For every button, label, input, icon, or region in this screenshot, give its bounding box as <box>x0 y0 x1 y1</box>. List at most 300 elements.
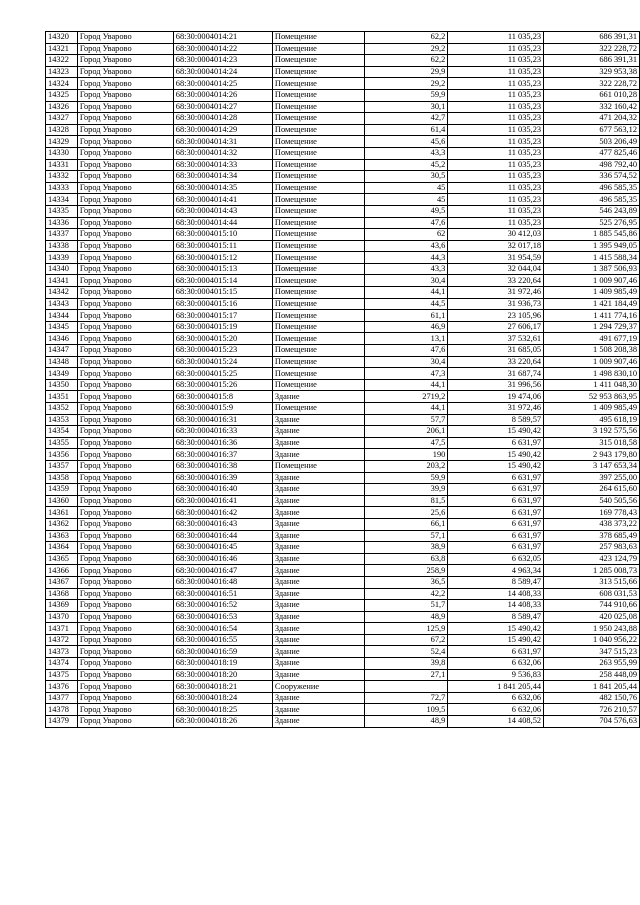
table-row <box>46 611 640 623</box>
cadastral-number-cell: 68:30:0004016:53 <box>173 611 272 623</box>
unit-value-cell: 11 035,23 <box>448 171 544 183</box>
unit-value-cell: 37 532,61 <box>448 333 544 345</box>
city-name-cell: Город Уварово <box>77 310 173 322</box>
cadastral-value-cell: 332 160,42 <box>544 101 640 113</box>
object-type-cell: Здание <box>272 611 364 623</box>
cadastral-value-cell: 1 950 243,88 <box>544 623 640 635</box>
city-name-cell: Город Уварово <box>77 704 173 716</box>
cadastral-value-cell: 726 210,57 <box>544 704 640 716</box>
table-row <box>46 565 640 577</box>
unit-value-cell: 31 954,59 <box>448 252 544 264</box>
row-number-cell: 14360 <box>46 495 78 507</box>
cadastral-value-cell: 420 025,08 <box>544 611 640 623</box>
row-number-cell: 14323 <box>46 66 78 78</box>
unit-value-cell: 14 408,33 <box>448 588 544 600</box>
table-row <box>46 460 640 472</box>
unit-value-cell: 15 490,42 <box>448 426 544 438</box>
cadastral-number-cell: 68:30:0004014:22 <box>173 43 272 55</box>
unit-value-cell: 14 408,52 <box>448 716 544 728</box>
city-name-cell: Город Уварово <box>77 124 173 136</box>
table-row <box>46 403 640 415</box>
unit-value-cell: 11 035,23 <box>448 205 544 217</box>
table-row <box>46 576 640 588</box>
cadastral-value-cell: 1 387 506,93 <box>544 263 640 275</box>
cadastral-number-cell: 68:30:0004014:24 <box>173 66 272 78</box>
city-name-cell: Город Уварово <box>77 414 173 426</box>
object-type-cell: Помещение <box>272 194 364 206</box>
cadastral-value-cell: 322 228,72 <box>544 78 640 90</box>
area-cell: 39,9 <box>364 484 448 496</box>
object-type-cell: Помещение <box>272 356 364 368</box>
cadastral-value-cell: 1 285 008,73 <box>544 565 640 577</box>
city-name-cell: Город Уварово <box>77 101 173 113</box>
area-cell: 29,2 <box>364 43 448 55</box>
city-name-cell: Город Уварово <box>77 89 173 101</box>
area-cell: 81,5 <box>364 495 448 507</box>
table-row <box>46 646 640 658</box>
unit-value-cell: 11 035,23 <box>448 159 544 171</box>
object-type-cell: Помещение <box>272 89 364 101</box>
cadastral-number-cell: 68:30:0004014:31 <box>173 136 272 148</box>
cadastral-number-cell: 68:30:0004018:25 <box>173 704 272 716</box>
cadastral-value-cell: 438 373,22 <box>544 518 640 530</box>
area-cell: 52,4 <box>364 646 448 658</box>
city-name-cell: Город Уварово <box>77 43 173 55</box>
cadastral-value-cell: 1 415 588,34 <box>544 252 640 264</box>
cadastral-number-cell: 68:30:0004015:16 <box>173 298 272 310</box>
cadastral-number-cell: 68:30:0004015:17 <box>173 310 272 322</box>
unit-value-cell: 11 035,23 <box>448 136 544 148</box>
object-type-cell: Помещение <box>272 263 364 275</box>
row-number-cell: 14373 <box>46 646 78 658</box>
city-name-cell: Город Уварово <box>77 240 173 252</box>
area-cell: 66,1 <box>364 518 448 530</box>
area-cell: 46,9 <box>364 321 448 333</box>
row-number-cell: 14359 <box>46 484 78 496</box>
unit-value-cell: 19 474,06 <box>448 391 544 403</box>
table-row <box>46 553 640 565</box>
area-cell: 109,5 <box>364 704 448 716</box>
row-number-cell: 14350 <box>46 379 78 391</box>
table-row <box>46 55 640 67</box>
object-type-cell: Здание <box>272 472 364 484</box>
table-row <box>46 321 640 333</box>
cadastral-number-cell: 68:30:0004014:21 <box>173 32 272 44</box>
cadastral-number-cell: 68:30:0004014:34 <box>173 171 272 183</box>
city-name-cell: Город Уварово <box>77 692 173 704</box>
city-name-cell: Город Уварово <box>77 194 173 206</box>
unit-value-cell: 6 631,97 <box>448 507 544 519</box>
row-number-cell: 14371 <box>46 623 78 635</box>
row-number-cell: 14321 <box>46 43 78 55</box>
city-name-cell: Город Уварово <box>77 449 173 461</box>
object-type-cell: Здание <box>272 704 364 716</box>
cadastral-number-cell: 68:30:0004014:32 <box>173 147 272 159</box>
unit-value-cell: 11 035,23 <box>448 217 544 229</box>
row-number-cell: 14341 <box>46 275 78 287</box>
area-cell: 29,2 <box>364 78 448 90</box>
cadastral-number-cell: 68:30:0004016:59 <box>173 646 272 658</box>
city-name-cell: Город Уварово <box>77 171 173 183</box>
table-row <box>46 623 640 635</box>
table-row <box>46 414 640 426</box>
unit-value-cell: 6 631,97 <box>448 542 544 554</box>
city-name-cell: Город Уварово <box>77 66 173 78</box>
table-row <box>46 600 640 612</box>
area-cell: 36,5 <box>364 576 448 588</box>
row-number-cell: 14351 <box>46 391 78 403</box>
cadastral-value-cell: 313 515,66 <box>544 576 640 588</box>
area-cell: 43,6 <box>364 240 448 252</box>
table-row <box>46 681 640 693</box>
city-name-cell: Город Уварово <box>77 391 173 403</box>
cadastral-number-cell: 68:30:0004016:54 <box>173 623 272 635</box>
row-number-cell: 14339 <box>46 252 78 264</box>
cadastral-number-cell: 68:30:0004015:20 <box>173 333 272 345</box>
table-row <box>46 704 640 716</box>
row-number-cell: 14353 <box>46 414 78 426</box>
row-number-cell: 14364 <box>46 542 78 554</box>
object-type-cell: Помещение <box>272 310 364 322</box>
city-name-cell: Город Уварово <box>77 681 173 693</box>
area-cell: 43,3 <box>364 263 448 275</box>
city-name-cell: Город Уварово <box>77 55 173 67</box>
object-type-cell: Помещение <box>272 43 364 55</box>
object-type-cell: Здание <box>272 542 364 554</box>
table-row <box>46 217 640 229</box>
object-type-cell: Помещение <box>272 101 364 113</box>
city-name-cell: Город Уварово <box>77 634 173 646</box>
unit-value-cell: 11 035,23 <box>448 78 544 90</box>
cadastral-value-cell: 263 955,99 <box>544 658 640 670</box>
area-cell: 44,3 <box>364 252 448 264</box>
city-name-cell: Город Уварово <box>77 484 173 496</box>
cadastral-number-cell: 68:30:0004015:12 <box>173 252 272 264</box>
object-type-cell: Здание <box>272 437 364 449</box>
cadastral-value-cell: 257 983,63 <box>544 542 640 554</box>
city-name-cell: Город Уварово <box>77 32 173 44</box>
unit-value-cell: 8 589,47 <box>448 576 544 588</box>
object-type-cell: Помещение <box>272 368 364 380</box>
cadastral-value-cell: 169 778,43 <box>544 507 640 519</box>
cadastral-number-cell: 68:30:0004014:25 <box>173 78 272 90</box>
city-name-cell: Город Уварово <box>77 321 173 333</box>
unit-value-cell: 6 631,97 <box>448 437 544 449</box>
area-cell: 38,9 <box>364 542 448 554</box>
object-type-cell: Помещение <box>272 182 364 194</box>
row-number-cell: 14328 <box>46 124 78 136</box>
table-row <box>46 391 640 403</box>
area-cell: 49,5 <box>364 205 448 217</box>
object-type-cell: Помещение <box>272 229 364 241</box>
table-row <box>46 437 640 449</box>
unit-value-cell: 15 490,42 <box>448 623 544 635</box>
unit-value-cell: 6 631,97 <box>448 530 544 542</box>
cadastral-number-cell: 68:30:0004015:19 <box>173 321 272 333</box>
row-number-cell: 14356 <box>46 449 78 461</box>
row-number-cell: 14320 <box>46 32 78 44</box>
area-cell: 42,7 <box>364 113 448 125</box>
unit-value-cell: 6 632,06 <box>448 692 544 704</box>
object-type-cell: Помещение <box>272 159 364 171</box>
object-type-cell: Помещение <box>272 252 364 264</box>
area-cell: 47,6 <box>364 217 448 229</box>
city-name-cell: Город Уварово <box>77 298 173 310</box>
city-name-cell: Город Уварово <box>77 78 173 90</box>
table-row <box>46 113 640 125</box>
unit-value-cell: 11 035,23 <box>448 32 544 44</box>
cadastral-number-cell: 68:30:0004014:27 <box>173 101 272 113</box>
cadastral-value-cell: 1 841 205,44 <box>544 681 640 693</box>
table-row <box>46 495 640 507</box>
row-number-cell: 14337 <box>46 229 78 241</box>
unit-value-cell: 9 536,83 <box>448 669 544 681</box>
row-number-cell: 14327 <box>46 113 78 125</box>
table-row <box>46 588 640 600</box>
city-name-cell: Город Уварово <box>77 588 173 600</box>
cadastral-number-cell: 68:30:0004015:25 <box>173 368 272 380</box>
cadastral-value-cell: 1 009 907,46 <box>544 356 640 368</box>
cadastral-number-cell: 68:30:0004016:33 <box>173 426 272 438</box>
table-row <box>46 124 640 136</box>
area-cell: 42,2 <box>364 588 448 600</box>
cadastral-value-cell: 495 618,19 <box>544 414 640 426</box>
area-cell: 203,2 <box>364 460 448 472</box>
object-type-cell: Помещение <box>272 379 364 391</box>
cadastral-number-cell: 68:30:0004016:40 <box>173 484 272 496</box>
cadastral-number-cell: 68:30:0004014:29 <box>173 124 272 136</box>
table-row <box>46 507 640 519</box>
cadastral-number-cell: 68:30:0004015:11 <box>173 240 272 252</box>
object-type-cell: Здание <box>272 646 364 658</box>
row-number-cell: 14331 <box>46 159 78 171</box>
row-number-cell: 14355 <box>46 437 78 449</box>
table-row <box>46 101 640 113</box>
area-cell: 45,6 <box>364 136 448 148</box>
row-number-cell: 14361 <box>46 507 78 519</box>
area-cell: 62,2 <box>364 32 448 44</box>
row-number-cell: 14363 <box>46 530 78 542</box>
cadastral-value-cell: 315 018,58 <box>544 437 640 449</box>
city-name-cell: Город Уварово <box>77 472 173 484</box>
object-type-cell: Здание <box>272 565 364 577</box>
city-name-cell: Город Уварово <box>77 136 173 148</box>
area-cell: 57,1 <box>364 530 448 542</box>
table-row <box>46 78 640 90</box>
area-cell: 2719,2 <box>364 391 448 403</box>
table-row <box>46 634 640 646</box>
area-cell: 13,1 <box>364 333 448 345</box>
city-name-cell: Город Уварово <box>77 333 173 345</box>
area-cell: 43,3 <box>364 147 448 159</box>
row-number-cell: 14345 <box>46 321 78 333</box>
area-cell: 125,9 <box>364 623 448 635</box>
cadastral-value-cell: 704 576,63 <box>544 716 640 728</box>
cadastral-value-cell: 329 953,38 <box>544 66 640 78</box>
table-row <box>46 368 640 380</box>
object-type-cell: Здание <box>272 414 364 426</box>
cadastral-number-cell: 68:30:0004014:43 <box>173 205 272 217</box>
object-type-cell: Помещение <box>272 147 364 159</box>
city-name-cell: Город Уварово <box>77 646 173 658</box>
area-cell: 39,8 <box>364 658 448 670</box>
cadastral-value-cell: 322 228,72 <box>544 43 640 55</box>
table-row <box>46 32 640 44</box>
city-name-cell: Город Уварово <box>77 252 173 264</box>
object-type-cell: Здание <box>272 623 364 635</box>
object-type-cell: Здание <box>272 426 364 438</box>
table-row <box>46 287 640 299</box>
cadastral-number-cell: 68:30:0004016:42 <box>173 507 272 519</box>
cadastral-number-cell: 68:30:0004016:45 <box>173 542 272 554</box>
cadastral-value-cell: 471 204,32 <box>544 113 640 125</box>
unit-value-cell: 11 035,23 <box>448 194 544 206</box>
cadastral-value-cell: 3 147 653,34 <box>544 460 640 472</box>
row-number-cell: 14335 <box>46 205 78 217</box>
cadastral-number-cell: 68:30:0004015:15 <box>173 287 272 299</box>
unit-value-cell: 8 589,57 <box>448 414 544 426</box>
city-name-cell: Город Уварово <box>77 611 173 623</box>
row-number-cell: 14336 <box>46 217 78 229</box>
row-number-cell: 14342 <box>46 287 78 299</box>
cadastral-value-cell: 2 943 179,80 <box>544 449 640 461</box>
row-number-cell: 14370 <box>46 611 78 623</box>
cadastral-value-cell: 423 124,79 <box>544 553 640 565</box>
area-cell: 57,7 <box>364 414 448 426</box>
unit-value-cell: 11 035,23 <box>448 113 544 125</box>
object-type-cell: Помещение <box>272 78 364 90</box>
cadastral-number-cell: 68:30:0004014:35 <box>173 182 272 194</box>
unit-value-cell: 11 035,23 <box>448 55 544 67</box>
unit-value-cell: 15 490,42 <box>448 634 544 646</box>
object-type-cell: Помещение <box>272 32 364 44</box>
city-name-cell: Город Уварово <box>77 518 173 530</box>
unit-value-cell: 30 412,03 <box>448 229 544 241</box>
row-number-cell: 14340 <box>46 263 78 275</box>
table-row <box>46 43 640 55</box>
table-row <box>46 66 640 78</box>
cadastral-number-cell: 68:30:0004014:41 <box>173 194 272 206</box>
city-name-cell: Город Уварово <box>77 658 173 670</box>
city-name-cell: Город Уварово <box>77 542 173 554</box>
cadastral-number-cell: 68:30:0004015:14 <box>173 275 272 287</box>
area-cell: 44,1 <box>364 379 448 391</box>
object-type-cell: Здание <box>272 716 364 728</box>
cadastral-number-cell: 68:30:0004016:47 <box>173 565 272 577</box>
cadastral-value-cell: 1 409 985,49 <box>544 287 640 299</box>
unit-value-cell: 6 631,97 <box>448 495 544 507</box>
cadastral-number-cell: 68:30:0004015:8 <box>173 391 272 403</box>
object-type-cell: Здание <box>272 391 364 403</box>
unit-value-cell: 6 632,06 <box>448 704 544 716</box>
city-name-cell: Город Уварово <box>77 669 173 681</box>
object-type-cell: Помещение <box>272 240 364 252</box>
cadastral-number-cell: 68:30:0004014:28 <box>173 113 272 125</box>
row-number-cell: 14325 <box>46 89 78 101</box>
unit-value-cell: 11 035,23 <box>448 124 544 136</box>
table-row <box>46 669 640 681</box>
cadastral-value-cell: 546 243,89 <box>544 205 640 217</box>
cadastral-value-cell: 264 615,60 <box>544 484 640 496</box>
area-cell: 258,9 <box>364 565 448 577</box>
unit-value-cell: 11 035,23 <box>448 89 544 101</box>
object-type-cell: Здание <box>272 484 364 496</box>
table-row <box>46 147 640 159</box>
object-type-cell: Помещение <box>272 287 364 299</box>
table-row <box>46 518 640 530</box>
table-row <box>46 345 640 357</box>
object-type-cell: Помещение <box>272 124 364 136</box>
cadastral-value-cell: 1 885 545,86 <box>544 229 640 241</box>
table-row <box>46 542 640 554</box>
unit-value-cell: 32 044,04 <box>448 263 544 275</box>
row-number-cell: 14365 <box>46 553 78 565</box>
cadastral-value-cell: 1 294 729,37 <box>544 321 640 333</box>
object-type-cell: Помещение <box>272 205 364 217</box>
cadastral-number-cell: 68:30:0004016:36 <box>173 437 272 449</box>
table-row <box>46 449 640 461</box>
table-row <box>46 298 640 310</box>
row-number-cell: 14358 <box>46 472 78 484</box>
cadastral-number-cell: 68:30:0004015:9 <box>173 403 272 415</box>
cadastral-value-cell: 1 421 184,49 <box>544 298 640 310</box>
cadastral-value-cell: 3 192 575,56 <box>544 426 640 438</box>
cadastral-number-cell: 68:30:0004016:38 <box>173 460 272 472</box>
cadastral-value-cell: 686 391,31 <box>544 32 640 44</box>
cadastral-number-cell: 68:30:0004015:10 <box>173 229 272 241</box>
unit-value-cell: 6 631,97 <box>448 646 544 658</box>
cadastral-value-cell: 744 910,66 <box>544 600 640 612</box>
object-type-cell: Здание <box>272 600 364 612</box>
unit-value-cell: 31 972,46 <box>448 287 544 299</box>
row-number-cell: 14378 <box>46 704 78 716</box>
city-name-cell: Город Уварово <box>77 553 173 565</box>
object-type-cell: Помещение <box>272 321 364 333</box>
cadastral-number-cell: 68:30:0004014:33 <box>173 159 272 171</box>
object-type-cell: Здание <box>272 658 364 670</box>
row-number-cell: 14322 <box>46 55 78 67</box>
row-number-cell: 14348 <box>46 356 78 368</box>
table-row <box>46 89 640 101</box>
object-type-cell: Помещение <box>272 275 364 287</box>
object-type-cell: Здание <box>272 669 364 681</box>
unit-value-cell: 27 606,17 <box>448 321 544 333</box>
object-type-cell: Здание <box>272 530 364 542</box>
city-name-cell: Город Уварово <box>77 182 173 194</box>
area-cell: 190 <box>364 449 448 461</box>
row-number-cell: 14362 <box>46 518 78 530</box>
area-cell: 51,7 <box>364 600 448 612</box>
unit-value-cell: 33 220,64 <box>448 275 544 287</box>
area-cell: 47,5 <box>364 437 448 449</box>
city-name-cell: Город Уварово <box>77 426 173 438</box>
table-row <box>46 275 640 287</box>
cadastral-value-cell: 1 040 956,22 <box>544 634 640 646</box>
cadastral-value-cell: 496 585,35 <box>544 182 640 194</box>
city-name-cell: Город Уварово <box>77 576 173 588</box>
row-number-cell: 14375 <box>46 669 78 681</box>
unit-value-cell: 11 035,23 <box>448 43 544 55</box>
unit-value-cell: 31 996,56 <box>448 379 544 391</box>
cadastral-value-cell: 498 792,40 <box>544 159 640 171</box>
table-body <box>46 32 640 728</box>
row-number-cell: 14346 <box>46 333 78 345</box>
city-name-cell: Город Уварово <box>77 147 173 159</box>
object-type-cell: Здание <box>272 518 364 530</box>
cadastral-number-cell: 68:30:0004016:31 <box>173 414 272 426</box>
cadastral-value-cell: 540 505,56 <box>544 495 640 507</box>
city-name-cell: Город Уварово <box>77 287 173 299</box>
